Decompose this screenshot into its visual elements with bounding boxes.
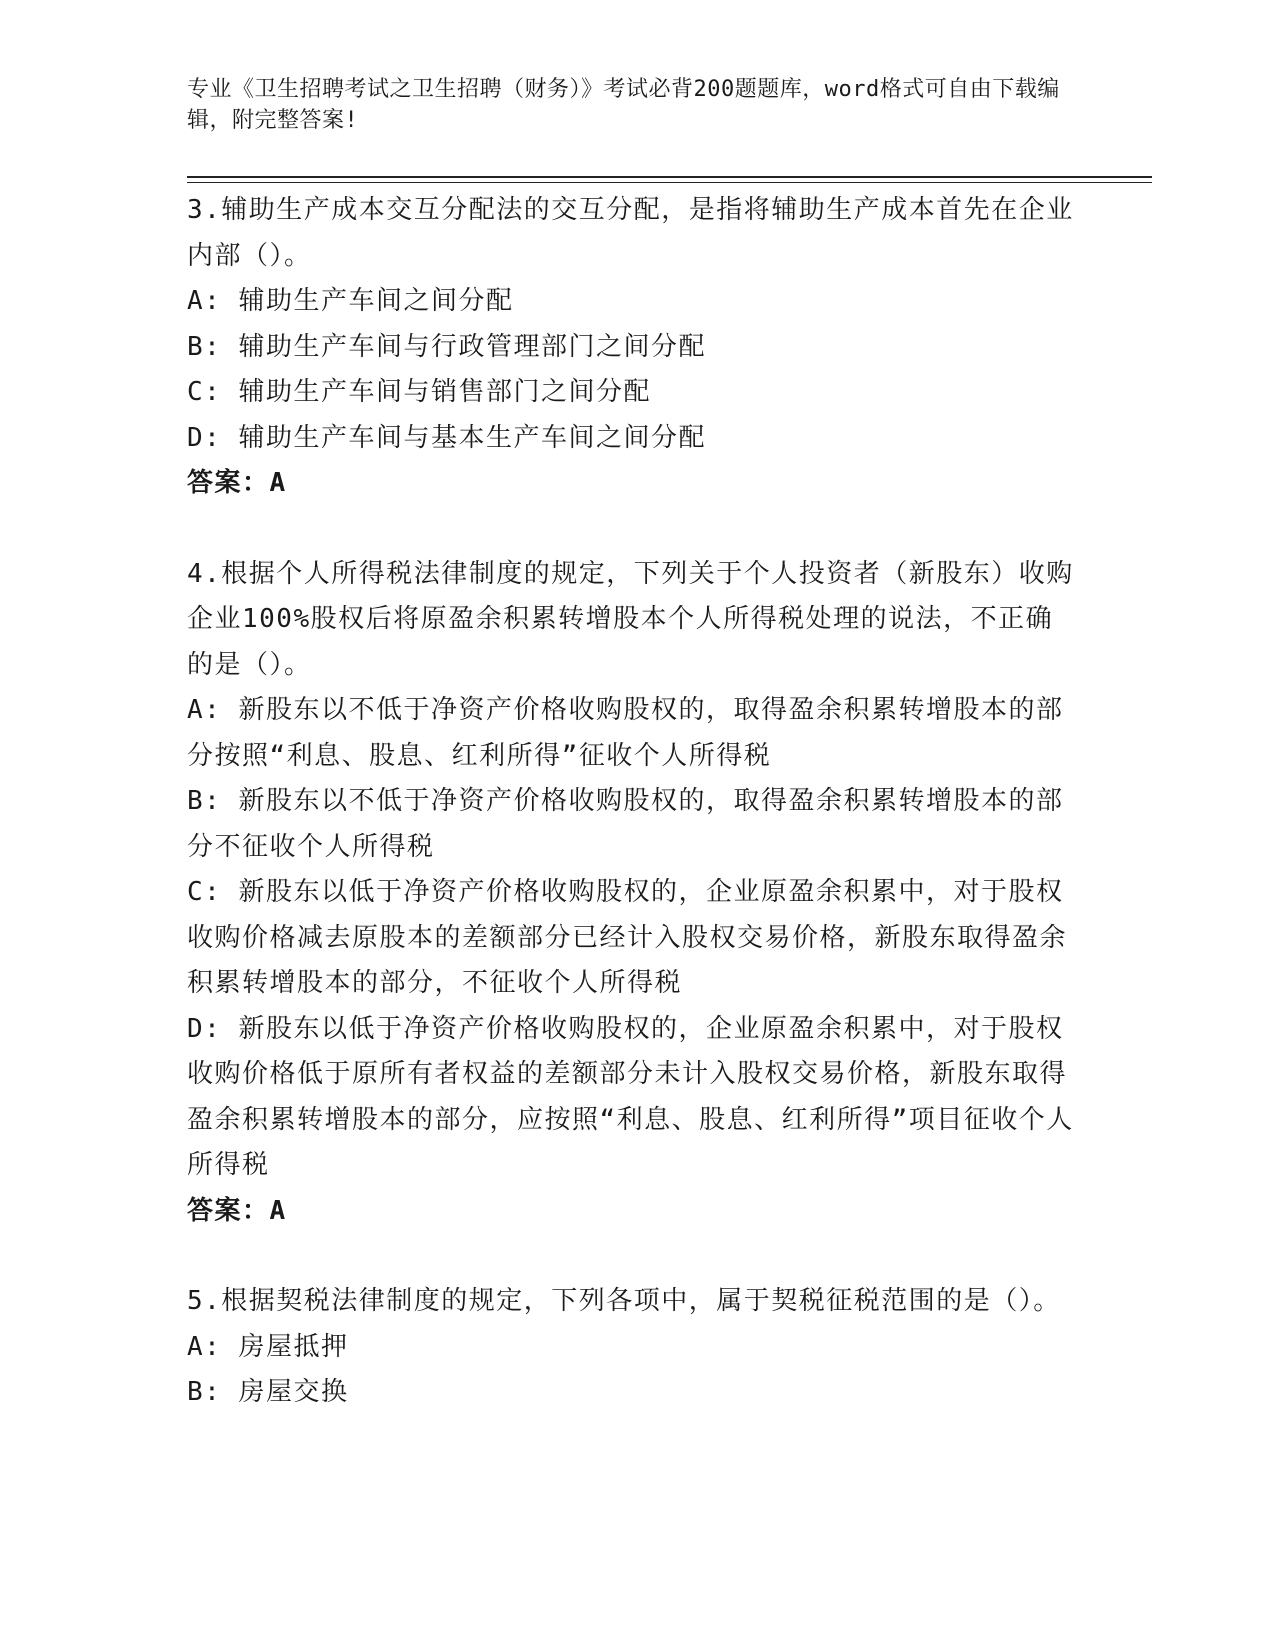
answer-label: 答案：A <box>187 468 287 498</box>
option-c: C: 辅助生产车间与销售部门之间分配 <box>187 377 651 407</box>
document-header: 专业《卫生招聘考试之卫生招聘（财务）》考试必背200题题库，word格式可自由下载编辑，附完整答案! <box>187 77 1060 133</box>
answer-label: 答案：A <box>187 1195 287 1226</box>
question-list <box>187 188 1077 1416</box>
question-stem: 3.辅助生产成本交互分配法的交互分配，是指将辅助生产成本首先在企业内部（）。 <box>187 195 1074 271</box>
question-5 <box>187 1279 1077 1416</box>
question-stem: 5.根据契税法律制度的规定，下列各项中，属于契税征税范围的是（）。 <box>187 1286 1061 1316</box>
question-stem: 4.根据个人所得税法律制度的规定，下列关于个人投资者（新股东）收购企业100%股权后将原盈余积累转增股本个人所得税处理的说法，不正确的是（）。 <box>187 558 1074 680</box>
option-b: B: 新股东以不低于净资产价格收购股权的，取得盈余积累转增股本的部分不征收个人所得税 <box>187 786 1064 862</box>
option-c: C: 新股东以低于净资产价格收购股权的，企业原盈余积累中，对于股权收购价格减去原股本的差额部分已经计入股权交易价格，新股东取得盈余积累转增股本的部分，不征收个人所得税 <box>187 877 1068 998</box>
option-d: D: 辅助生产车间与基本生产车间之间分配 <box>187 422 706 453</box>
option-b: B: 房屋交换 <box>187 1377 349 1407</box>
option-d: D: 新股东以低于净资产价格收购股权的，企业原盈余积累中，对于股权收购价格低于原所有者权益的差额部分未计入股权交易价格，新股东取得盈余积累转增股本的部分，应按照“利息、股息、红利所得”项目征收个人所得税 <box>187 1013 1074 1180</box>
question-3 <box>187 188 1077 507</box>
header-rule-thick <box>187 176 1152 178</box>
option-a: A: 辅助生产车间之间分配 <box>187 286 514 316</box>
option-a: A: 新股东以不低于净资产价格收购股权的，取得盈余积累转增股本的部分按照“利息、股息、红利所得”征收个人所得税 <box>187 695 1064 771</box>
header-rule-thin <box>187 182 1152 183</box>
question-4 <box>187 552 1077 1235</box>
option-b: B: 辅助生产车间与行政管理部门之间分配 <box>187 331 706 362</box>
option-a: A: 房屋抵押 <box>187 1331 349 1362</box>
